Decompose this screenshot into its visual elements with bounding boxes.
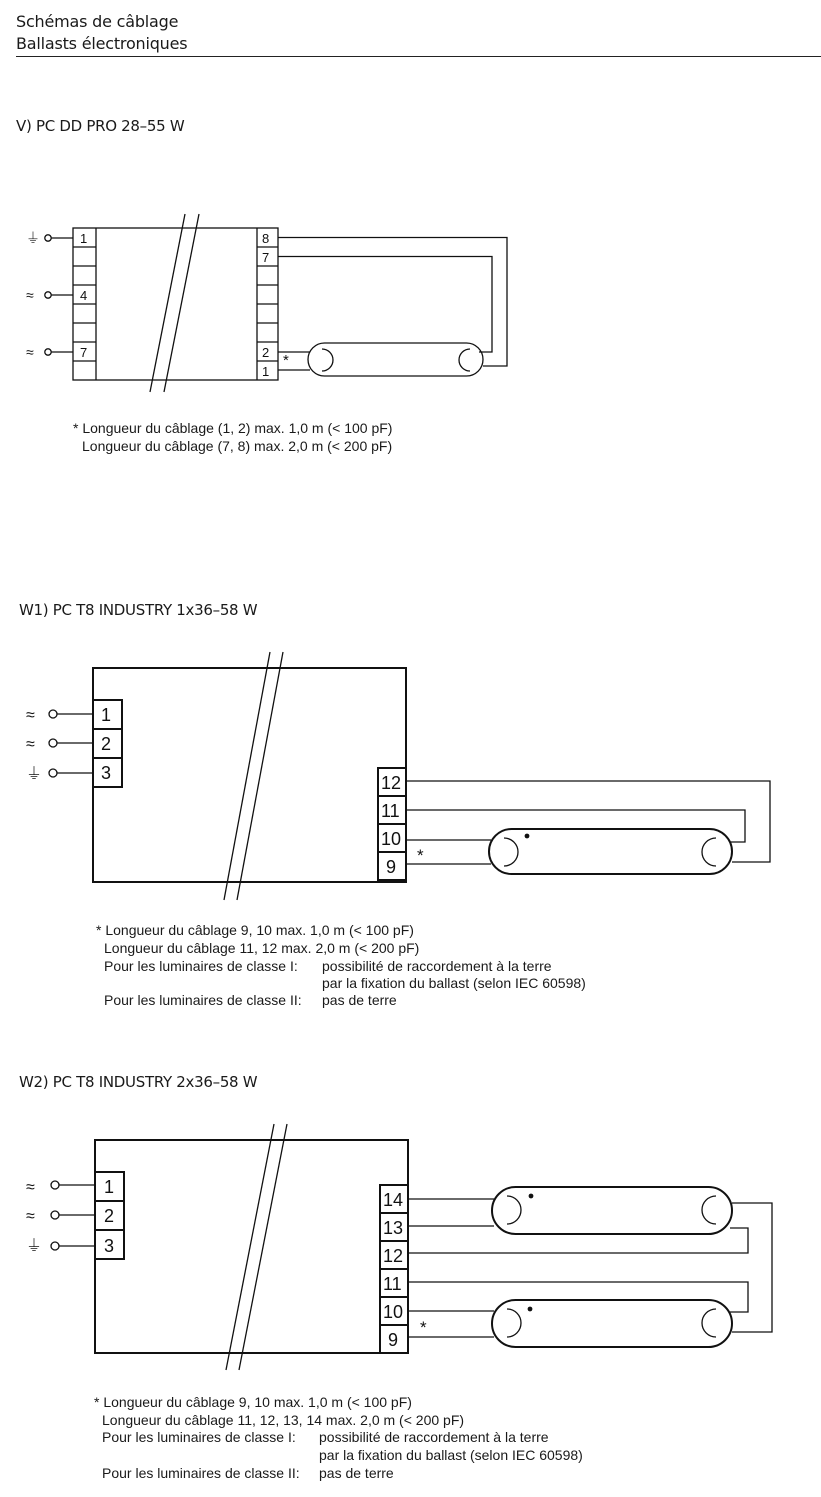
diagram-w1-class1-value2: par la fixation du ballast (selon IEC 60598) [322, 975, 586, 991]
diagram-w1-class2-value: pas de terre [322, 992, 397, 1008]
terminal-w2-left-2: 2 [104, 1206, 115, 1226]
terminal-w1-right-10: 10 [381, 829, 402, 849]
diagram-w1-class1-label: Pour les luminaires de classe I: [104, 958, 298, 974]
ac-supply-icon: ≈ [26, 344, 34, 360]
ac-supply-icon: ≈ [26, 736, 35, 753]
header-subtitle: Ballasts électroniques [16, 34, 188, 53]
wire [408, 1282, 748, 1312]
terminal-w2-right-9: 9 [388, 1330, 399, 1350]
terminal-w1-left-1: 1 [101, 705, 112, 725]
diagram-w2-class1-value2: par la fixation du ballast (selon IEC 60598) [319, 1447, 583, 1463]
diagram-w2-class1-value: possibilité de raccordement à la terre [319, 1429, 549, 1445]
terminal-w2-left-1: 1 [104, 1177, 115, 1197]
ac-supply-icon: ≈ [26, 707, 35, 724]
lamp-polarity-dot [528, 1307, 533, 1312]
marker-asterisk: * [420, 1318, 427, 1337]
diagram-v-note-1: * Longueur du câblage (1, 2) max. 1,0 m (< 100 pF) [73, 420, 393, 436]
lamp-polarity-dot [525, 834, 530, 839]
ballast-body-w2 [95, 1140, 408, 1353]
lamp-tube [308, 343, 483, 376]
diagram-w2-class2-value: pas de terre [319, 1465, 394, 1481]
terminal-w2-right-12: 12 [383, 1246, 404, 1266]
lamp-tube-lower [492, 1300, 732, 1347]
ballast-body-v [73, 228, 278, 380]
ballast-body-w1 [93, 668, 406, 882]
terminal-v-left-1: 1 [80, 231, 88, 246]
terminal-w1-left-3: 3 [101, 763, 112, 783]
diagram-w2-note-1: * Longueur du câblage 9, 10 max. 1,0 m (< 100 pF) [94, 1394, 412, 1410]
diagram-v [26, 214, 507, 392]
marker-asterisk: * [417, 846, 424, 865]
terminal-w1-right-11: 11 [381, 801, 400, 821]
diagram-v-note-2: Longueur du câblage (7, 8) max. 2,0 m (< 200 pF) [82, 438, 393, 454]
terminal-w2-right-11: 11 [383, 1274, 402, 1294]
diagram-w1-note-2: Longueur du câblage 11, 12 max. 2,0 m (< 200 pF) [104, 940, 420, 956]
diagram-w1-note-1: * Longueur du câblage 9, 10 max. 1,0 m (< 100 pF) [96, 922, 414, 938]
diagram-w1-class2-label: Pour les luminaires de classe II: [104, 992, 302, 1008]
terminal-v-left-4: 4 [80, 288, 88, 303]
earth-icon: ⏚ [26, 1238, 43, 1255]
terminal-w2-right-13: 13 [383, 1218, 404, 1238]
ac-supply-icon: ≈ [26, 1208, 35, 1225]
diagram-w2-class1-label: Pour les luminaires de classe I: [102, 1429, 296, 1445]
diagram-w1-class1-value: possibilité de raccordement à la terre [322, 958, 552, 974]
terminal-v-right-7: 7 [262, 250, 270, 265]
terminal-v-left-7: 7 [80, 345, 88, 360]
wire [406, 781, 770, 862]
terminal-w1-right-12: 12 [381, 773, 402, 793]
earth-icon: ⏚ [26, 230, 40, 246]
marker-asterisk: * [283, 352, 289, 369]
lamp-tube-upper [492, 1187, 732, 1234]
terminal-v-right-1: 1 [262, 364, 270, 379]
wire [278, 257, 492, 353]
diagram-w1 [26, 652, 770, 900]
header-title: Schémas de câblage [16, 12, 179, 31]
diagram-w2-class2-label: Pour les luminaires de classe II: [102, 1465, 300, 1481]
wire [408, 1228, 748, 1253]
lamp-polarity-dot [529, 1194, 534, 1199]
terminal-w2-left-3: 3 [104, 1236, 115, 1256]
terminal-v-right-2: 2 [262, 345, 270, 360]
terminal-w2-right-14: 14 [383, 1190, 404, 1210]
ac-supply-icon: ≈ [26, 287, 34, 303]
terminal-v-right-8: 8 [262, 231, 270, 246]
diagram-w2-note-2: Longueur du câblage 11, 12, 13, 14 max. 2,0 m (< 200 pF) [102, 1412, 465, 1428]
ac-supply-icon: ≈ [26, 1179, 35, 1196]
terminal-w1-right-9: 9 [386, 857, 397, 877]
diagram-w1-title: W1) PC T8 INDUSTRY 1x36–58 W [19, 601, 258, 619]
terminal-w2-right-10: 10 [383, 1302, 404, 1322]
diagram-w2-title: W2) PC T8 INDUSTRY 2x36–58 W [19, 1073, 258, 1091]
wire [406, 810, 745, 842]
earth-icon: ⏚ [26, 766, 43, 783]
diagram-v-title: V) PC DD PRO 28–55 W [16, 117, 185, 135]
diagram-w2 [26, 1124, 772, 1370]
terminal-w1-left-2: 2 [101, 734, 112, 754]
